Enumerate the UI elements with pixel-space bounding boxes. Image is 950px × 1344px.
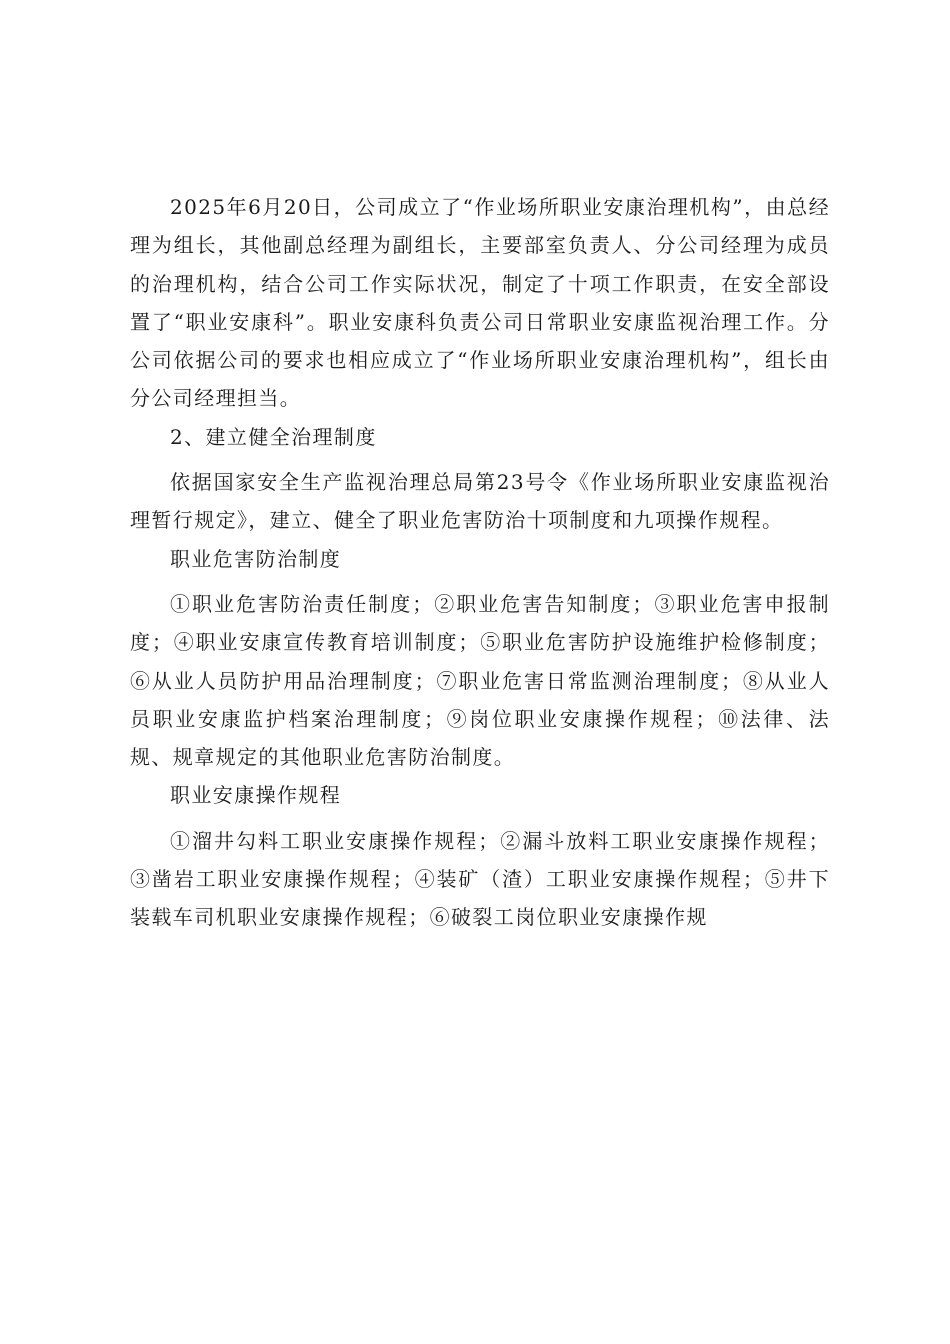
section-heading-system: 2、建立健全治理制度 [170,424,377,449]
paragraph-hazard-list: ①职业危害防治责任制度；②职业危害告知制度；③职业危害申报制度；④职业安康宣传教育培训制度；⑤职业危害防护设施维护检修制度；⑥从业人员防护用品治理制度；⑦职业危害日常监测治理制度；⑧从业人员职业安康监护档案治理制度；⑨岗位职业安康操作规程；⑩法律、法规、规章规定的其他职业危害防治制度。 [130,591,830,770]
subheading-operating-rules: 职业安康操作规程 [170,783,342,808]
paragraph-organization: 2025年6月20日，公司成立了“作业场所职业安康治理机构”，由总经理为组长，其他副总经理为副组长，主要部室负责人、分公司经理为成员的治理机构，结合公司工作实际状况，制定了十项工作职责，在安全部设置了“职业安康科”。职业安康科负责公司日常职业安康监视治理工作。分公司依据公司的要求也相应成立了“作业场所职业安康治理机构”，组长由分公司经理担当。 [130,195,830,411]
document-page [130,188,830,937]
paragraph-operating-list: ①溜井勾料工职业安康操作规程；②漏斗放料工职业安康操作规程；③凿岩工职业安康操作规程；④装矿（渣）工职业安康操作规程；⑤井下装载车司机职业安康操作规程；⑥破裂工岗位职业安康操作规 [130,828,830,930]
paragraph-regulation: 依据国家安全生产监视治理总局第23号令《作业场所职业安康监视治理暂行规定》，建立、健全了职业危害防治十项制度和九项操作规程。 [130,470,830,533]
subheading-hazard-prevention: 职业危害防治制度 [170,546,342,571]
